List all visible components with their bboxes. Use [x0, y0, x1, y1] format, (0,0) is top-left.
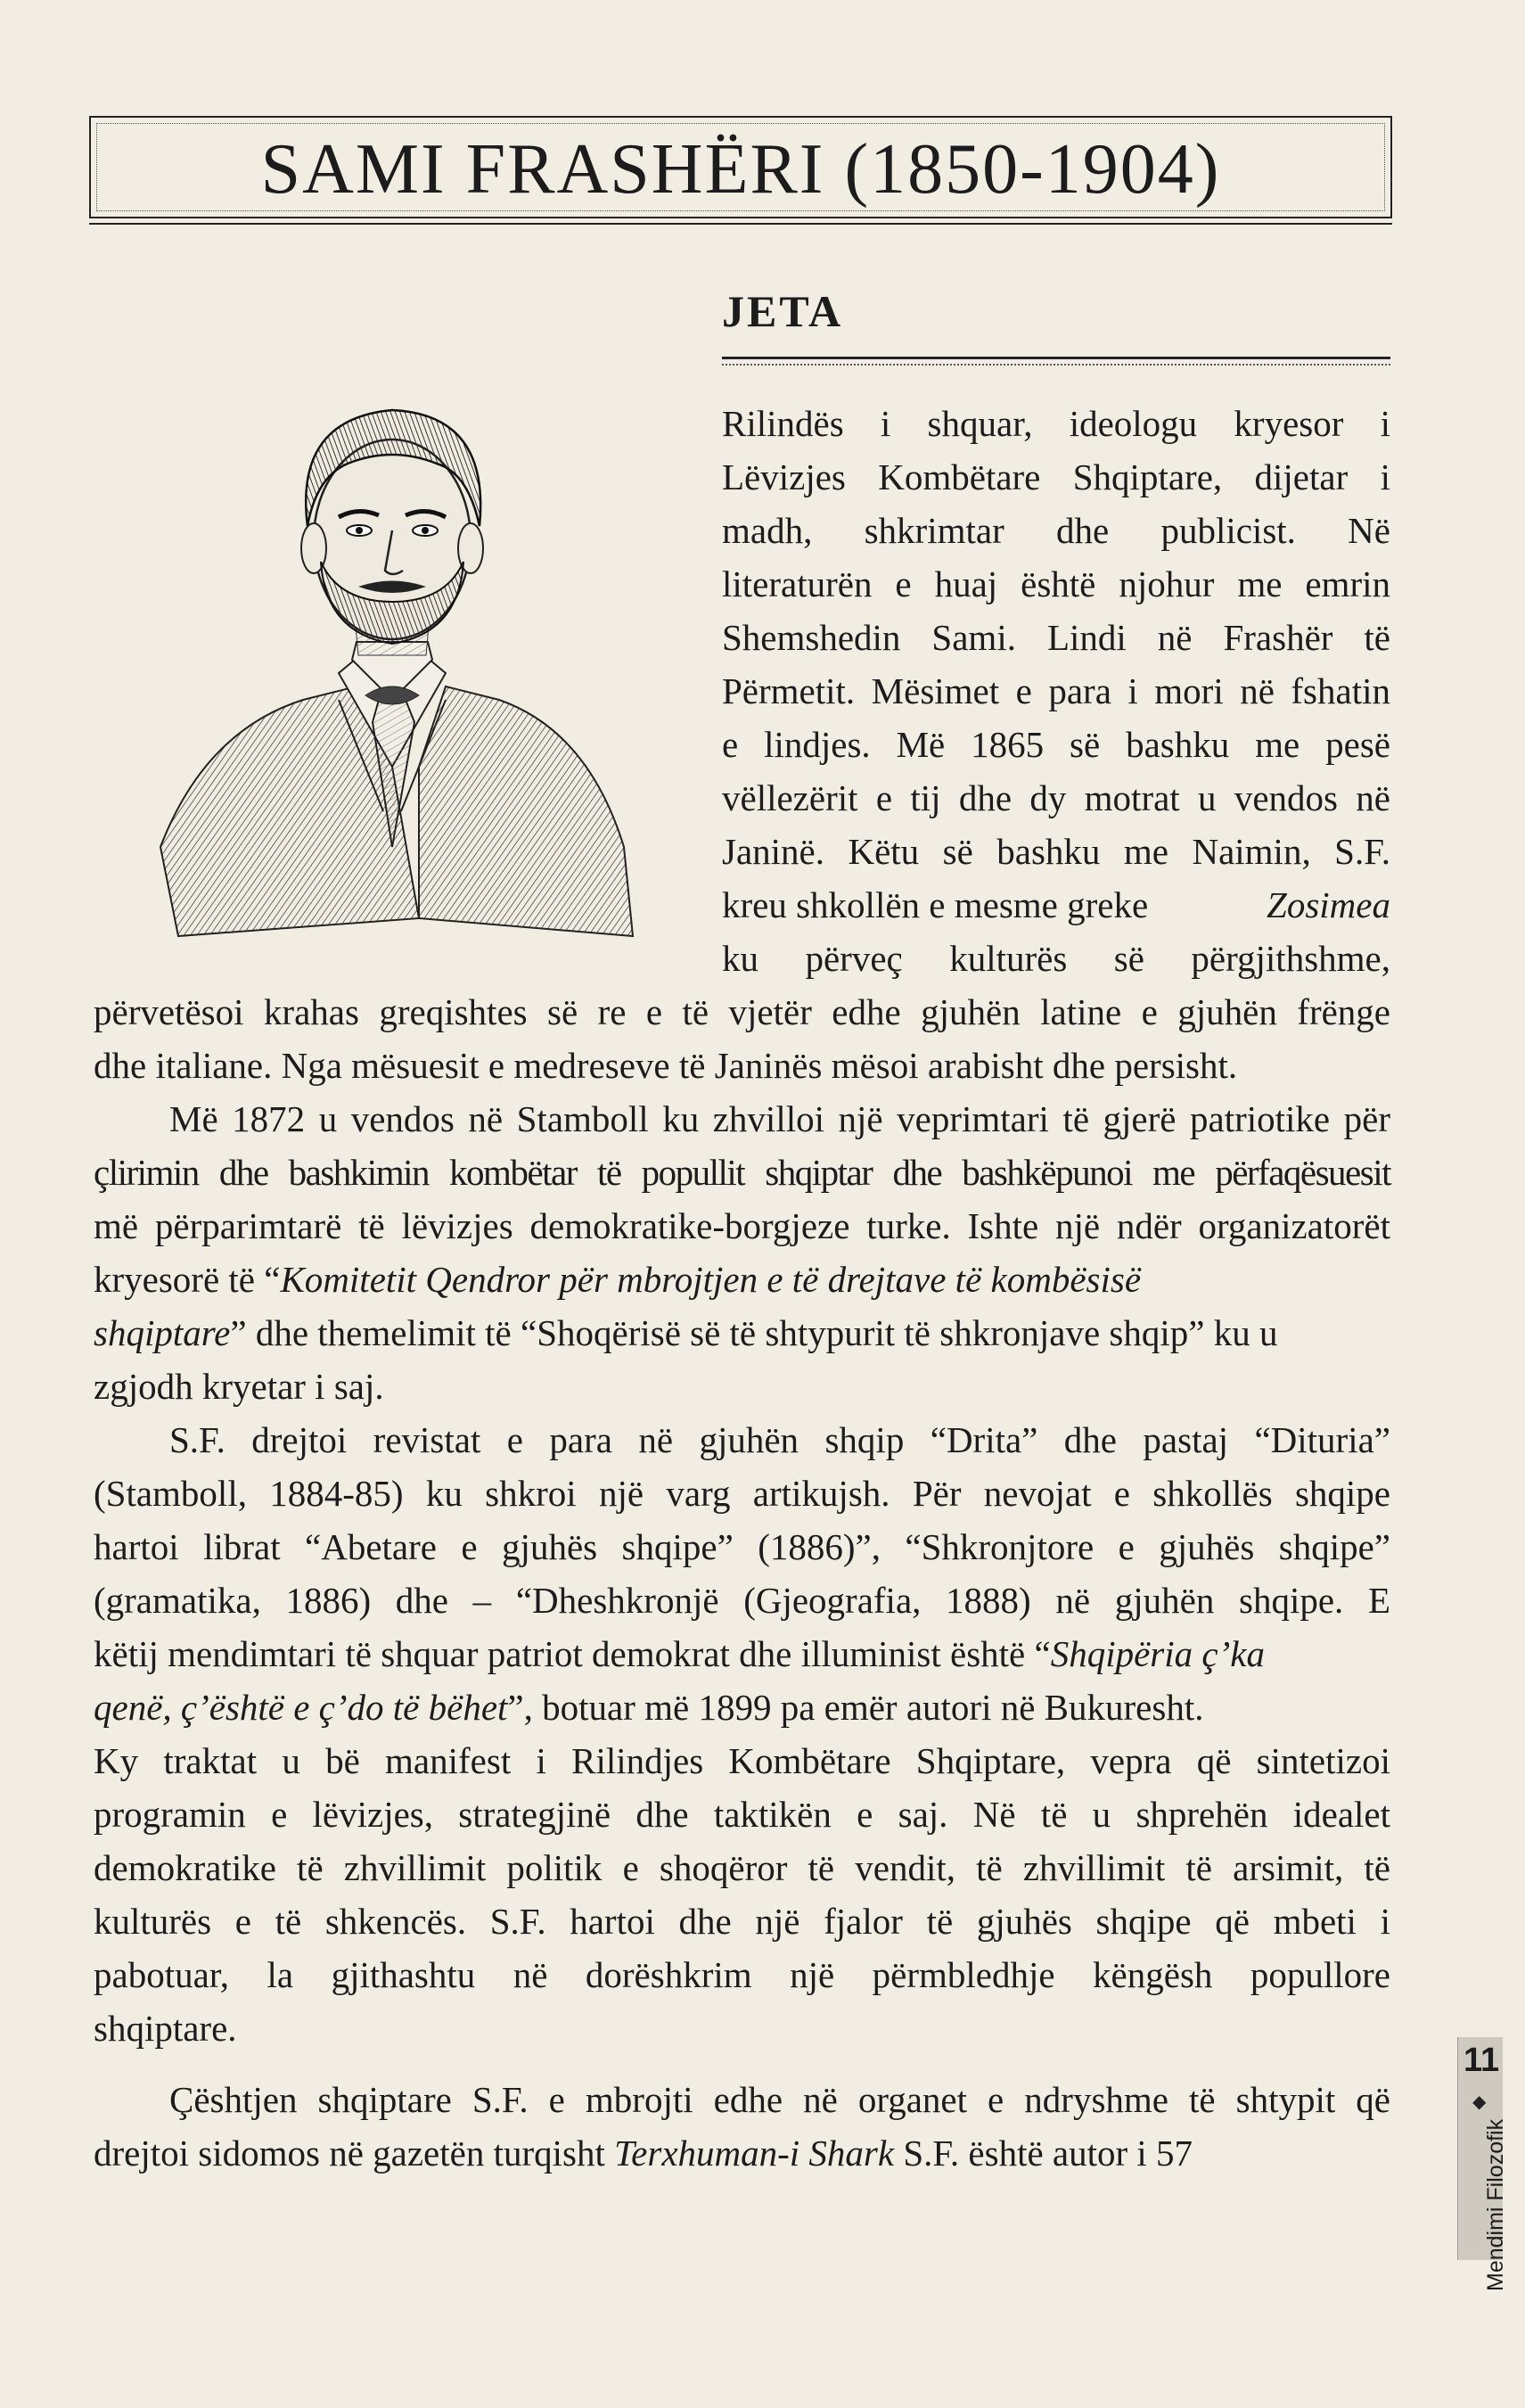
text-line: Përmetit. Mësimet e para i mori në fshatin	[722, 670, 1390, 711]
text-line: Shemshedin Sami. Lindi në Frashër të	[722, 617, 1390, 658]
text-line: vëllezërit e tij dhe dy motrat u vendos në	[722, 777, 1390, 818]
text-line: shqiptare.	[94, 2008, 237, 2049]
text-line: qenë, ç’është e ç’do të bëhet”, botuar më 1899 pa emër autori në Bukuresht.	[94, 1687, 1204, 1728]
text-line: Më 1872 u vendos në Stamboll ku zhvilloi një veprimtari të gjerë patriotike për	[169, 1098, 1390, 1139]
text-line: demokratike të zhvillimit politik e shoqëror të vendit, të zhvillimit të arsimit, të	[94, 1847, 1390, 1888]
page-number: 11	[1464, 2042, 1500, 2079]
text-line: zgjodh kryetar i saj.	[94, 1366, 384, 1407]
text-line: e lindjes. Më 1865 së bashku me pesë	[722, 724, 1390, 765]
text-line: përvetësoi krahas greqishtes së re e të vjetër edhe gjuhën latine e gjuhën frënge	[94, 991, 1390, 1032]
text-line: hartoi librat “Abetare e gjuhës shqipe” (1886)”, “Shkronjtore e gjuhës shqipe”	[94, 1526, 1390, 1567]
text-line: S.F. drejtoi revistat e para në gjuhën shqip “Drita” dhe pastaj “Dituria”	[169, 1419, 1390, 1460]
italic-title: Zosimea	[1267, 884, 1390, 925]
text-line: (Stamboll, 1884-85) ku shkroi një varg artikujsh. Për nevojat e shkollës shqipe	[94, 1473, 1390, 1514]
text-line: Çështjen shqiptare S.F. e mbrojti edhe në organet e ndryshme të shtypit që	[169, 2079, 1390, 2120]
text-line: Ky traktat u bë manifest i Rilindjes Kombëtare Shqiptare, vepra që sintetizoi	[94, 1740, 1390, 1781]
text-line: kryesorë të “Komitetit Qendror për mbrojtjen e të drejtave të kombësisë	[94, 1259, 1142, 1300]
text-line: dhe italiane. Nga mësuesit e medreseve të Janinës mësoi arabisht dhe persisht.	[94, 1045, 1238, 1086]
text-line: çlirimin dhe bashkimin kombëtar të popullit shqiptar dhe bashkëpunoi me përfaqësuesit	[94, 1152, 1390, 1193]
italic-title: qenë, ç’është e ç’do të bëhet	[94, 1687, 508, 1728]
diamond-icon: ◆	[1472, 2092, 1487, 2112]
italic-title: Terxhuman-i Shark	[614, 2133, 895, 2174]
text-line: këtij mendimtari të shquar patriot demokrat dhe illuminist është “Shqipëria ç’ka	[94, 1633, 1265, 1674]
text-line: ku përveç kulturës së përgjithshme,	[722, 938, 1390, 979]
text-line: më përparimtarë të lëvizjes demokratike-borgjeze turke. Ishte një ndër organizatorët	[94, 1205, 1390, 1246]
text-line: Rilindës i shquar, ideologu kryesor i	[722, 403, 1390, 444]
text-line: kulturës e të shkencës. S.F. hartoi dhe një fjalor të gjuhës shqipe që mbeti i	[94, 1901, 1390, 1942]
italic-title: shqiptare	[94, 1312, 231, 1353]
text-line: literaturën e huaj është njohur me emrin	[722, 563, 1390, 604]
page-title: SAMI FRASHËRI (1850-1904)	[260, 130, 1221, 209]
text-line: drejtoi sidomos në gazetën turqisht Terxhuman-i Shark S.F. është autor i 57	[94, 2133, 1193, 2174]
text-line: kreu shkollën e mesme greke Zosimea	[722, 884, 1390, 925]
italic-title: Komitetit Qendror për mbrojtjen e të drejtave të kombësisë	[280, 1259, 1142, 1300]
text-line: Lëvizjes Kombëtare Shqiptare, dijetar i	[722, 456, 1390, 497]
text-line: programin e lëvizjes, strategjinë dhe taktikën e saj. Në të u shprehën idealet	[94, 1794, 1390, 1835]
text-line: pabotuar, la gjithashtu në dorëshkrim një përmbledhje këngësh popullore	[94, 1954, 1390, 1995]
italic-title: Shqipëria ç’ka	[1050, 1633, 1265, 1674]
text-line: shqiptare” dhe themelimit të “Shoqërisë së të shtypurit të shkronjave shqip” ku u	[94, 1312, 1278, 1353]
text-line: madh, shkrimtar dhe publicist. Në	[722, 510, 1390, 551]
text-line: Janinë. Këtu së bashku me Naimin, S.F.	[722, 831, 1390, 872]
section-title: JETA	[722, 286, 844, 336]
text-line: (gramatika, 1886) dhe – “Dheshkronjë (Gjeografia, 1888) në gjuhën shqipe. E	[94, 1580, 1390, 1621]
